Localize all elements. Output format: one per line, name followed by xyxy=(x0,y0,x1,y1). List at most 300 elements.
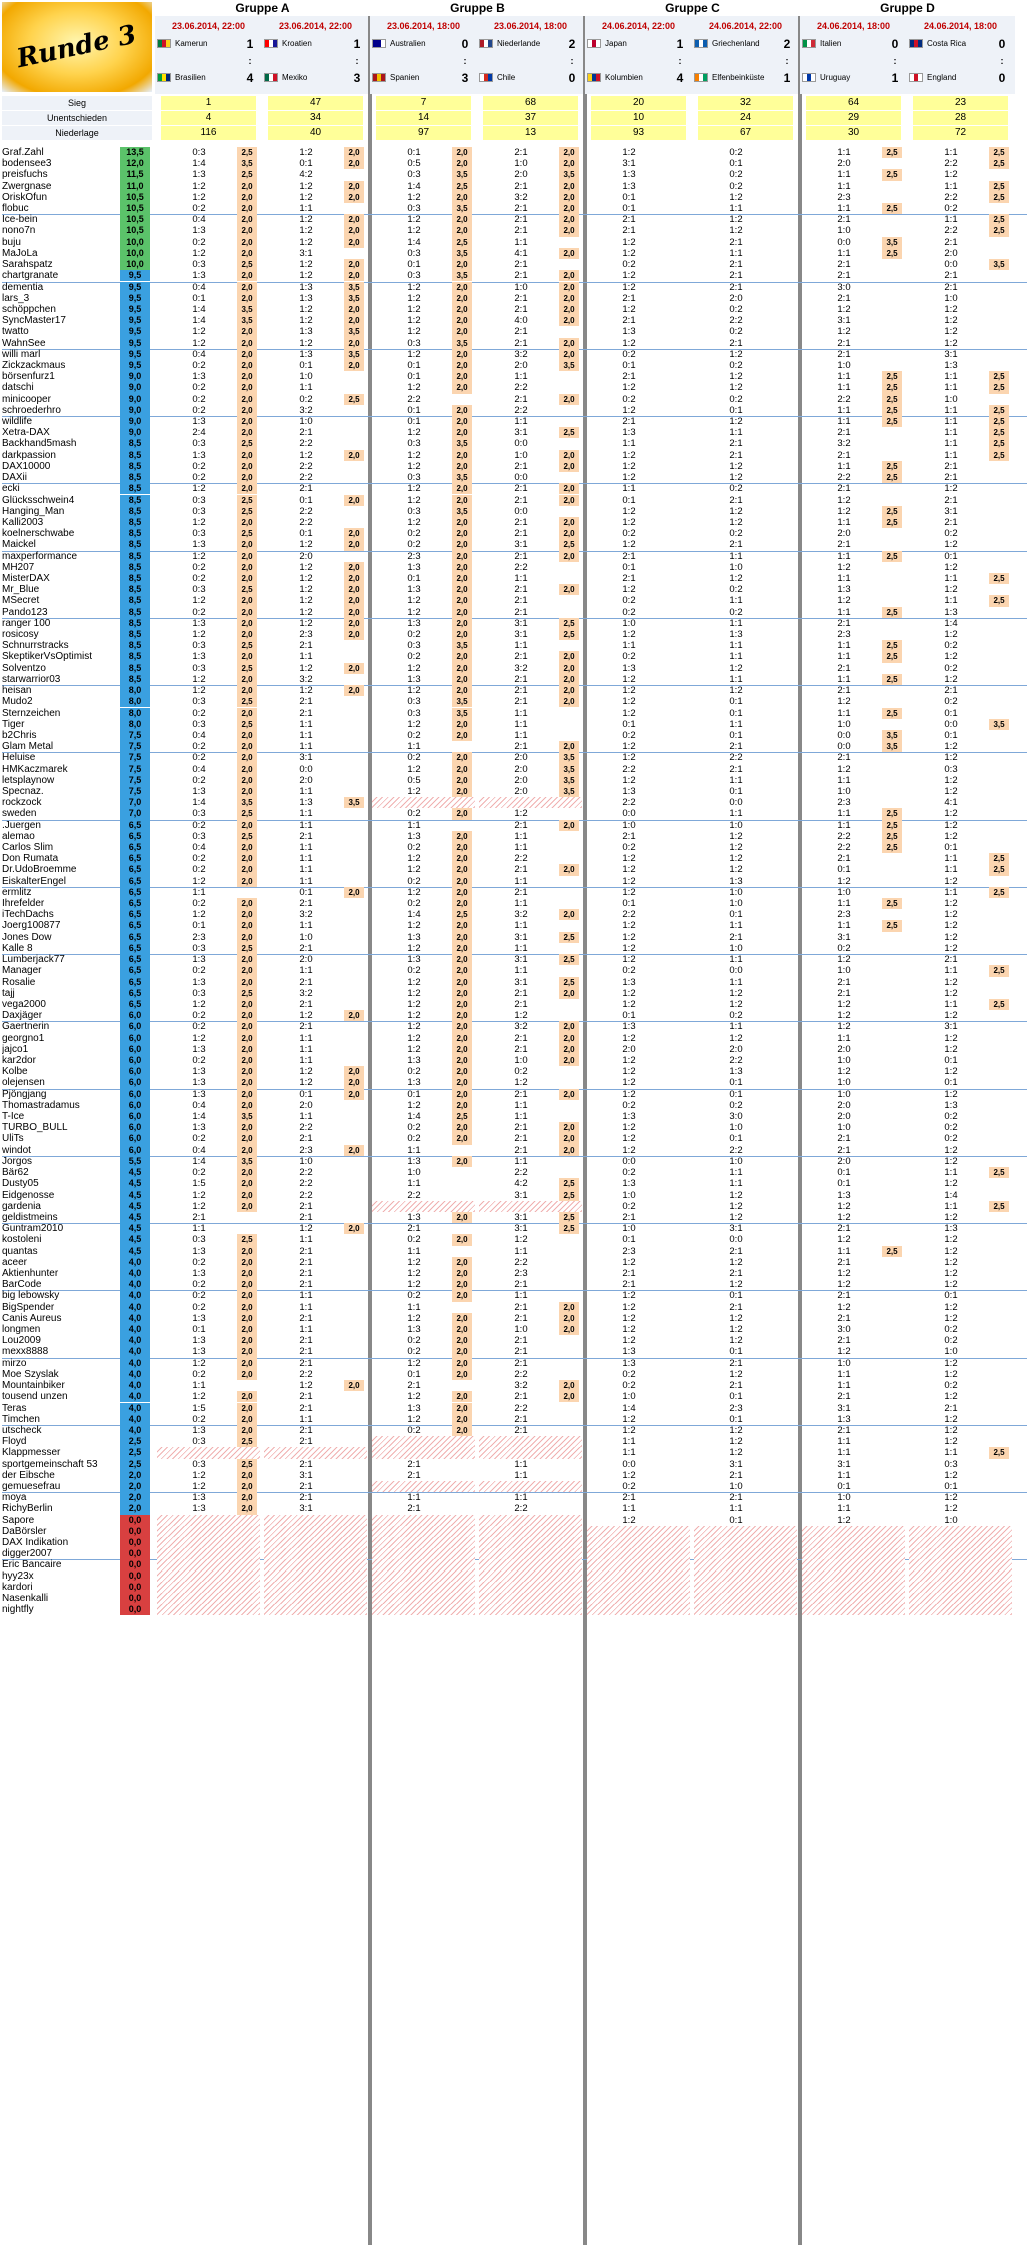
tip-cell: 1:1 xyxy=(837,1368,851,1380)
bonus-cell xyxy=(774,1403,794,1414)
no-tip xyxy=(802,1548,905,1559)
tip-cell: 1:1 xyxy=(514,1458,528,1470)
bonus-cell: 2,0 xyxy=(452,416,472,427)
tip-cell: 1:2 xyxy=(622,505,636,517)
bonus-cell xyxy=(559,1369,579,1380)
bonus-cell xyxy=(774,371,794,382)
bonus-cell xyxy=(774,808,794,819)
tip-cell: 1:2 xyxy=(729,1279,743,1291)
bonus-cell: 2,0 xyxy=(237,1066,257,1077)
bonus-cell xyxy=(559,640,579,651)
no-tip xyxy=(372,1537,475,1548)
player-points: 6,0 xyxy=(120,1077,150,1088)
bonus-cell xyxy=(882,304,902,315)
tip-cell: 0:0 xyxy=(514,505,528,517)
player-name: chartgranate xyxy=(2,270,59,282)
player-name: starwarrior03 xyxy=(2,673,61,685)
tip-cell: 1:3 xyxy=(192,1503,206,1515)
bonus-cell xyxy=(344,999,364,1010)
bonus-cell xyxy=(774,954,794,965)
tip-cell: 0:2 xyxy=(192,236,206,248)
bonus-cell xyxy=(344,943,364,954)
player-points: 4,5 xyxy=(120,1178,150,1189)
tip-cell: 1:1 xyxy=(837,169,851,181)
goals: 0 xyxy=(998,37,1006,51)
tip-cell: 2:1 xyxy=(514,864,528,876)
no-tip xyxy=(587,1582,690,1593)
bonus-cell xyxy=(882,1470,902,1481)
bonus-cell: 2,0 xyxy=(452,831,472,842)
bonus-cell: 2,0 xyxy=(452,719,472,730)
player-points: 8,5 xyxy=(120,450,150,461)
tip-cell: 1:1 xyxy=(837,203,851,215)
bonus-cell: 2,0 xyxy=(452,685,472,696)
tip-cell: 1:1 xyxy=(192,886,206,898)
tip-cell: 2:1 xyxy=(622,1268,636,1279)
player-name: der Eibsche xyxy=(2,1469,55,1481)
tip-cell: 1:2 xyxy=(622,1088,636,1100)
bonus-cell: 2,5 xyxy=(237,506,257,517)
team-name xyxy=(264,72,349,84)
goals: 1 xyxy=(783,71,791,85)
bonus-cell: 2,0 xyxy=(452,1414,472,1425)
bonus-cell: 2,0 xyxy=(452,853,472,864)
tip-cell: 2:1 xyxy=(944,516,958,528)
tip-cell: 2:1 xyxy=(514,203,528,215)
tip-cell: 0:2 xyxy=(729,528,743,540)
bonus-cell: 2,5 xyxy=(882,461,902,472)
bonus-cell: 2,5 xyxy=(559,932,579,943)
player-points: 6,5 xyxy=(120,876,150,887)
bonus-cell xyxy=(667,1425,687,1436)
tip-cell: 2:0 xyxy=(514,774,528,786)
tip-cell: 1:3 xyxy=(622,180,636,192)
bonus-cell xyxy=(667,1290,687,1301)
bonus-cell: 2,0 xyxy=(559,282,579,293)
tip-cell: 1:0 xyxy=(837,1077,851,1089)
tip-cell: 0:1 xyxy=(622,561,636,573)
bonus-cell: 2,0 xyxy=(452,595,472,606)
team-label: Costa Rica xyxy=(927,39,967,48)
tip-cell: 1:3 xyxy=(944,1223,958,1235)
stat-value: 40 xyxy=(268,126,363,140)
tip-cell: 0:0 xyxy=(729,1234,743,1246)
tip-cell: 1:3 xyxy=(299,281,313,293)
flag-icon xyxy=(802,73,816,82)
tip-cell: 1:3 xyxy=(622,326,636,338)
tip-cell: 1:2 xyxy=(622,1066,636,1078)
no-tip xyxy=(909,1526,1012,1537)
tip-cell: 1:4 xyxy=(407,1111,421,1123)
tip-cell: 1:3 xyxy=(192,270,206,282)
tip-cell: 1:3 xyxy=(192,785,206,797)
bonus-cell: 2,0 xyxy=(452,1391,472,1402)
bonus-cell: 2,0 xyxy=(237,472,257,483)
bonus-cell xyxy=(667,618,687,629)
tip-cell: 2:1 xyxy=(514,180,528,192)
player-points: 10,5 xyxy=(120,214,150,225)
bonus-cell: 2,0 xyxy=(452,573,472,584)
tip-cell: 2:1 xyxy=(407,1380,421,1392)
bonus-cell: 2,0 xyxy=(237,1021,257,1032)
team-name xyxy=(694,72,779,84)
tip-cell: 1:1 xyxy=(837,147,851,158)
bonus-cell: 3,5 xyxy=(452,338,472,349)
tip-cell: 0:2 xyxy=(192,819,206,831)
tip-cell: 1:1 xyxy=(514,1099,528,1111)
tip-cell: 1:2 xyxy=(407,281,421,293)
tip-cell: 1:2 xyxy=(407,1256,421,1268)
bonus-cell: 2,0 xyxy=(452,988,472,999)
bonus-cell: 2,5 xyxy=(882,248,902,259)
bonus-cell xyxy=(774,214,794,225)
tip-cell: 1:2 xyxy=(622,752,636,764)
bonus-cell: 2,5 xyxy=(237,528,257,539)
tip-cell: 1:2 xyxy=(622,673,636,685)
bonus-cell xyxy=(882,539,902,550)
bonus-cell: 2,0 xyxy=(344,304,364,315)
no-tip xyxy=(372,1526,475,1537)
bonus-cell xyxy=(559,808,579,819)
bonus-cell xyxy=(667,248,687,259)
bonus-cell xyxy=(344,1268,364,1279)
tip-cell: 3:0 xyxy=(837,1324,851,1336)
bonus-cell: 3,5 xyxy=(344,797,364,808)
player-points: 10,0 xyxy=(120,237,150,248)
tip-cell: 1:2 xyxy=(407,785,421,797)
bonus-cell: 2,0 xyxy=(237,1089,257,1100)
tip-cell: 0:2 xyxy=(192,965,206,977)
tip-cell: 1:2 xyxy=(299,449,313,461)
bonus-cell xyxy=(344,786,364,797)
player-points: 8,5 xyxy=(120,528,150,539)
tip-cell: 1:0 xyxy=(729,898,743,910)
tip-cell: 0:0 xyxy=(944,259,958,271)
bonus-cell xyxy=(559,999,579,1010)
player-points: 0,0 xyxy=(120,1537,150,1548)
bonus-cell xyxy=(667,551,687,562)
bonus-cell xyxy=(559,1358,579,1369)
tip-cell: 1:3 xyxy=(407,584,421,596)
no-tip xyxy=(802,1537,905,1548)
tip-cell: 0:1 xyxy=(729,707,743,719)
tip-cell: 1:1 xyxy=(622,1503,636,1515)
player-name: BarCode xyxy=(2,1279,42,1291)
tip-cell: 1:2 xyxy=(407,460,421,472)
bonus-cell xyxy=(559,1167,579,1178)
tip-cell: 1:1 xyxy=(514,640,528,652)
tip-cell: 0:2 xyxy=(622,348,636,360)
bonus-cell xyxy=(559,1470,579,1481)
player-points: 8,5 xyxy=(120,629,150,640)
player-name: Lou2009 xyxy=(2,1335,41,1347)
tip-cell: 2:1 xyxy=(299,1256,313,1268)
tip-cell: 2:1 xyxy=(837,1133,851,1145)
tip-cell: 1:2 xyxy=(622,404,636,416)
tip-cell: 1:2 xyxy=(192,1032,206,1044)
bonus-cell xyxy=(882,719,902,730)
bonus-cell: 2,0 xyxy=(559,1044,579,1055)
tip-cell: 1:1 xyxy=(837,1447,851,1459)
tip-cell: 1:3 xyxy=(192,1245,206,1257)
bonus-cell xyxy=(452,1492,472,1503)
tip-cell: 1:2 xyxy=(299,1223,313,1235)
tip-cell: 0:1 xyxy=(729,1391,743,1403)
tip-cell: 1:2 xyxy=(407,494,421,506)
player-name: maxperformance xyxy=(2,550,78,562)
player-points: 6,5 xyxy=(120,864,150,875)
bonus-cell: 2,0 xyxy=(237,326,257,337)
bonus-cell xyxy=(882,1089,902,1100)
bonus-cell: 3,5 xyxy=(559,360,579,371)
tip-cell: 0:1 xyxy=(192,920,206,932)
bonus-cell xyxy=(559,506,579,517)
bonus-cell xyxy=(667,595,687,606)
tip-cell: 1:2 xyxy=(407,864,421,876)
tip-cell: 1:3 xyxy=(944,359,958,371)
tip-cell: 1:3 xyxy=(622,662,636,674)
tip-cell: 0:2 xyxy=(407,1290,421,1302)
bonus-cell: 3,5 xyxy=(237,1156,257,1167)
tip-cell: 1:1 xyxy=(729,595,743,607)
tip-cell: 0:2 xyxy=(192,1301,206,1313)
bonus-cell: 2,0 xyxy=(344,1066,364,1077)
bonus-cell xyxy=(989,1369,1009,1380)
bonus-cell xyxy=(667,158,687,169)
bonus-cell xyxy=(667,764,687,775)
bonus-cell: 2,0 xyxy=(344,562,364,573)
tip-cell: 2:0 xyxy=(837,158,851,170)
player-name: Heluise xyxy=(2,752,36,764)
bonus-cell: 2,0 xyxy=(452,607,472,618)
bonus-cell: 2,0 xyxy=(559,1324,579,1335)
tip-cell: 1:1 xyxy=(299,785,313,797)
tip-cell: 1:0 xyxy=(729,561,743,573)
tip-cell: 2:2 xyxy=(514,382,528,394)
tip-cell: 1:3 xyxy=(192,976,206,988)
bonus-cell: 2,0 xyxy=(237,977,257,988)
tip-cell: 1:2 xyxy=(729,516,743,528)
bonus-cell: 2,0 xyxy=(452,651,472,662)
bonus-cell: 2,0 xyxy=(237,708,257,719)
bonus-cell xyxy=(667,920,687,931)
bonus-cell xyxy=(882,1447,902,1458)
tip-cell: 2:1 xyxy=(514,1279,528,1291)
tip-cell: 0:1 xyxy=(944,1290,958,1302)
tip-cell: 2:1 xyxy=(514,696,528,708)
tip-cell: 2:1 xyxy=(514,584,528,596)
tip-cell: 2:1 xyxy=(622,1279,636,1291)
tip-cell: 1:3 xyxy=(192,416,206,428)
tip-cell: 2:1 xyxy=(514,550,528,562)
bonus-cell xyxy=(989,326,1009,337)
bonus-cell xyxy=(989,349,1009,360)
bonus-cell xyxy=(989,651,1009,662)
bonus-cell xyxy=(882,775,902,786)
tip-cell: 1:2 xyxy=(729,460,743,472)
tip-cell: 2:1 xyxy=(299,707,313,719)
bonus-cell xyxy=(882,1380,902,1391)
player-name: Ihrefelder xyxy=(2,898,45,910)
bonus-cell: 2,0 xyxy=(237,203,257,214)
tip-cell: 0:2 xyxy=(192,1279,206,1291)
stat-label: Unentschieden xyxy=(2,111,152,125)
match-date: 24.06.2014, 22:00 xyxy=(601,21,676,31)
bonus-cell: 2,0 xyxy=(237,214,257,225)
bonus-cell: 2,0 xyxy=(559,1380,579,1391)
tip-cell: 1:2 xyxy=(622,449,636,461)
team-name xyxy=(802,72,887,84)
tip-cell: 1:2 xyxy=(192,1391,206,1403)
tip-cell: 0:3 xyxy=(192,696,206,708)
tip-cell: 1:2 xyxy=(622,1301,636,1313)
tip-cell: 1:2 xyxy=(407,303,421,315)
player-points: 6,0 xyxy=(120,1111,150,1122)
player-points: 9,5 xyxy=(120,326,150,337)
bonus-cell: 2,0 xyxy=(452,584,472,595)
bonus-cell: 2,0 xyxy=(237,1246,257,1257)
bonus-cell xyxy=(667,237,687,248)
tip-cell: 0:2 xyxy=(622,1099,636,1111)
bonus-cell xyxy=(344,248,364,259)
bonus-cell xyxy=(882,1044,902,1055)
player-points: 6,0 xyxy=(120,1100,150,1111)
bonus-cell xyxy=(344,775,364,786)
bonus-cell xyxy=(774,270,794,281)
tip-cell: 0:2 xyxy=(192,1413,206,1425)
tip-cell: 0:1 xyxy=(622,359,636,371)
tip-cell: 2:1 xyxy=(729,449,743,461)
team-name xyxy=(264,38,349,50)
no-tip xyxy=(587,1526,690,1537)
bonus-cell: 3,5 xyxy=(452,640,472,651)
bonus-cell xyxy=(989,203,1009,214)
bonus-cell xyxy=(989,1414,1009,1425)
bonus-cell xyxy=(774,450,794,461)
tip-cell: 1:2 xyxy=(622,247,636,259)
tip-cell: 1:1 xyxy=(944,1167,958,1179)
tip-cell: 2:1 xyxy=(837,292,851,304)
bonus-cell: 2,0 xyxy=(452,1369,472,1380)
bonus-cell xyxy=(989,1145,1009,1156)
stat-value: 20 xyxy=(591,96,686,110)
tip-cell: 0:2 xyxy=(192,359,206,371)
player-points: 9,5 xyxy=(120,304,150,315)
tip-cell: 0:1 xyxy=(299,359,313,371)
bonus-cell xyxy=(559,371,579,382)
player-name: Sarahspatz xyxy=(2,259,53,271)
player-points: 9,5 xyxy=(120,282,150,293)
group-title: Gruppe A xyxy=(235,1,290,15)
bonus-cell: 2,5 xyxy=(559,427,579,438)
tip-cell: 0:1 xyxy=(837,1167,851,1179)
tip-cell: 1:3 xyxy=(407,1211,421,1223)
bonus-cell: 2,0 xyxy=(344,584,364,595)
stat-value: 14 xyxy=(376,111,471,125)
tip-cell: 1:1 xyxy=(729,651,743,663)
tip-cell: 2:1 xyxy=(944,954,958,966)
tip-cell: 3:1 xyxy=(944,505,958,517)
bonus-cell xyxy=(882,483,902,494)
bonus-cell: 2,0 xyxy=(237,394,257,405)
bonus-cell xyxy=(667,607,687,618)
bonus-cell: 2,0 xyxy=(559,338,579,349)
tip-cell: 0:2 xyxy=(192,1167,206,1179)
tip-cell: 1:2 xyxy=(192,1200,206,1212)
tip-cell: 1:1 xyxy=(514,1245,528,1257)
tip-cell: 1:1 xyxy=(729,718,743,730)
bonus-cell: 2,5 xyxy=(559,1190,579,1201)
player-points: 9,5 xyxy=(120,338,150,349)
tip-cell: 2:1 xyxy=(299,1492,313,1504)
stat-value: 97 xyxy=(376,126,471,140)
bonus-cell xyxy=(882,450,902,461)
bonus-cell xyxy=(344,696,364,707)
bonus-cell xyxy=(882,1167,902,1178)
bonus-cell xyxy=(344,427,364,438)
tip-cell: 3:2 xyxy=(514,191,528,203)
tip-cell: 2:1 xyxy=(514,987,528,999)
bonus-cell xyxy=(774,1391,794,1402)
bonus-cell: 2,0 xyxy=(559,988,579,999)
tip-cell: 1:2 xyxy=(944,326,958,338)
no-tip xyxy=(802,1582,905,1593)
tip-cell: 1:2 xyxy=(944,1256,958,1268)
bonus-cell xyxy=(667,1077,687,1088)
bonus-cell xyxy=(344,741,364,752)
bonus-cell: 2,0 xyxy=(559,181,579,192)
no-tip xyxy=(802,1604,905,1615)
no-tip xyxy=(802,1559,905,1570)
player-name: letsplaynow xyxy=(2,774,55,786)
tip-cell: 0:1 xyxy=(837,1480,851,1492)
bonus-cell xyxy=(559,1414,579,1425)
bonus-cell xyxy=(774,719,794,730)
player-points: 9,5 xyxy=(120,349,150,360)
tip-cell: 1:2 xyxy=(407,449,421,461)
tip-cell: 2:0 xyxy=(514,169,528,181)
no-tip xyxy=(372,1436,475,1447)
tip-cell: 1:0 xyxy=(729,1122,743,1134)
tip-cell: 1:2 xyxy=(729,1335,743,1347)
bonus-cell xyxy=(774,517,794,528)
tip-cell: 1:2 xyxy=(622,1469,636,1481)
bonus-cell xyxy=(882,876,902,887)
tip-cell: 1:1 xyxy=(837,774,851,786)
bonus-cell xyxy=(989,282,1009,293)
bonus-cell xyxy=(882,584,902,595)
bonus-cell: 2,0 xyxy=(452,775,472,786)
bonus-cell: 3,5 xyxy=(344,293,364,304)
tip-cell: 2:3 xyxy=(514,1268,528,1279)
tip-cell: 0:1 xyxy=(192,292,206,304)
bonus-cell: 2,5 xyxy=(882,820,902,831)
tip-cell: 2:2 xyxy=(514,1256,528,1268)
player-name: Hanging_Man xyxy=(2,505,65,517)
tip-cell: 1:2 xyxy=(622,864,636,876)
tip-cell: 1:1 xyxy=(299,920,313,932)
bonus-cell xyxy=(989,752,1009,763)
tip-cell: 0:2 xyxy=(192,1055,206,1066)
player-points: 8,5 xyxy=(120,551,150,562)
player-points: 4,0 xyxy=(120,1380,150,1391)
player-name: flobuc xyxy=(2,203,29,215)
no-tip xyxy=(587,1604,690,1615)
player-points: 7,5 xyxy=(120,730,150,741)
tip-cell: 1:2 xyxy=(729,842,743,854)
bonus-cell: 2,0 xyxy=(452,461,472,472)
tip-cell: 0:2 xyxy=(407,1424,421,1436)
